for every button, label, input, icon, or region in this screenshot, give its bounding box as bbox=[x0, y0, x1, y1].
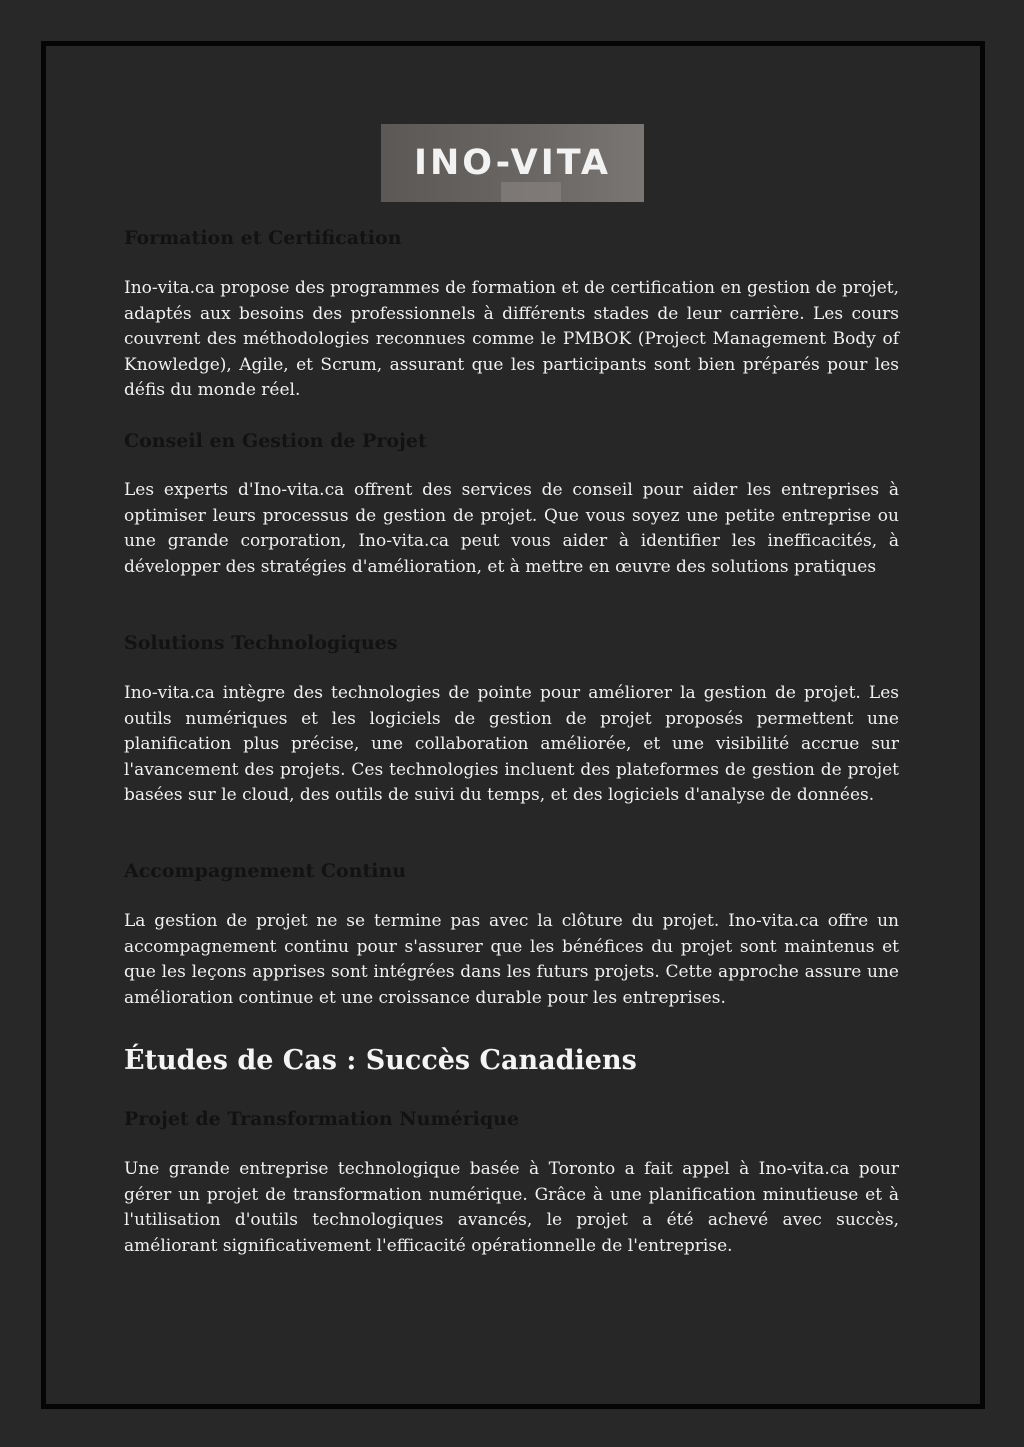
section-heading-formation: Formation et Certification bbox=[124, 227, 402, 249]
logo-text: INO-VITA bbox=[413, 143, 612, 183]
case-studies-title: Études de Cas : Succès Canadiens bbox=[124, 1045, 637, 1076]
section-body-formation: Ino-vita.ca propose des programmes de formation et de certification en gestion de projet, adaptés aux besoins des professionnels à différents stades de leur carrière. Les cours couvrent des méthodologies reconnues comme le PMBOK (Project Management Body of Knowledge), Agile, et Scrum, assurant que les participants sont bien préparés pour les défis du monde réel. bbox=[124, 278, 899, 400]
case-study-heading-transformation: Projet de Transformation Numérique bbox=[124, 1108, 520, 1130]
section-body-accompagnement: La gestion de projet ne se termine pas avec la clôture du projet. Ino-vita.ca offre un accompagnement continu pour s'assurer que les bénéfices du projet sont maintenus et que les leçons apprises sont intégrées dans les futurs projets. Cette approche assure une amélioration continue et une croissance durable pour les entreprises. bbox=[124, 911, 899, 1008]
section-heading-conseil: Conseil en Gestion de Projet bbox=[124, 430, 427, 452]
section-heading-solutions: Solutions Technologiques bbox=[124, 632, 398, 654]
case-study-body-transformation: Une grande entreprise technologique basée à Toronto a fait appel à Ino-vita.ca pour gérer un projet de transformation numérique. Grâce à une planification minutieuse et à l'utilisation d'outils technologiques avancés, le projet a été achevé avec succès, améliorant significativement l'efficacité opérationnelle de l'entreprise. bbox=[124, 1159, 899, 1256]
section-body-conseil: Les experts d'Ino-vita.ca offrent des services de conseil pour aider les entreprises à optimiser leurs processus de gestion de projet. Que vous soyez une petite entreprise ou une grande corporation, Ino-vita.ca peut vous aider à identifier les inefficacités, à développer des stratégies d'amélioration, et à mettre en œuvre des solutions pratiques bbox=[124, 480, 899, 577]
page-frame bbox=[41, 41, 985, 1409]
ino-vita-logo bbox=[381, 124, 644, 202]
section-heading-accompagnement: Accompagnement Continu bbox=[124, 860, 407, 882]
section-body-solutions: Ino-vita.ca intègre des technologies de pointe pour améliorer la gestion de projet. Les outils numériques et les logiciels de gestion de projet proposés permettent une planification plus précise, une collaboration améliorée, et une visibilité accrue sur l'avancement des projets. Ces technologies incluent des plateformes de gestion de projet basées sur le cloud, des outils de suivi du temps, et des logiciels d'analyse de données. bbox=[124, 683, 899, 805]
